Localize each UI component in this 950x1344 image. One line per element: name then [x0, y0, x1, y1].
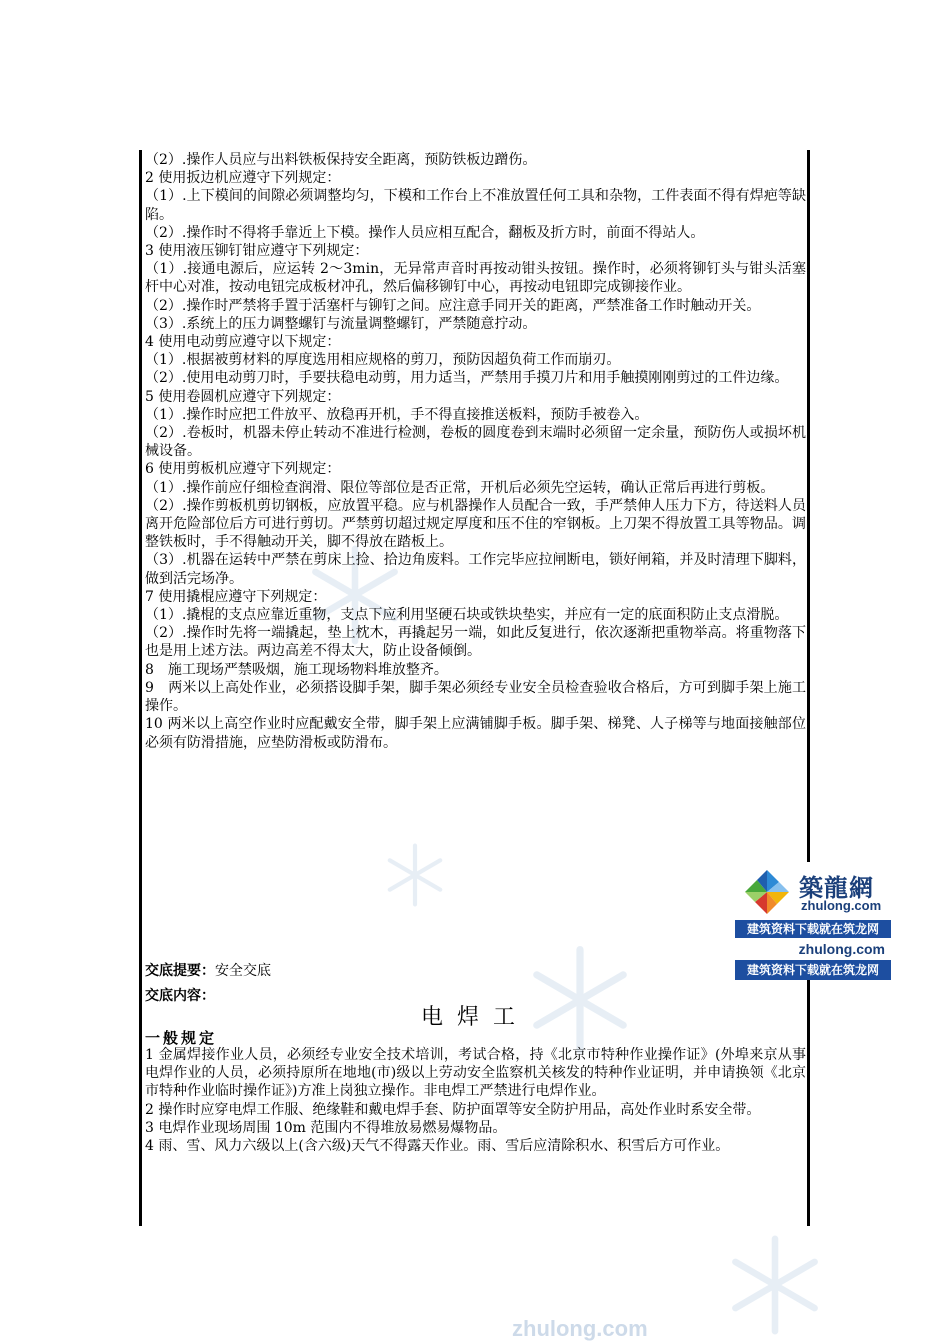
paragraph: （1）.接通电源后，应运转 2～3min，无异常声音时再按动钳头按钮。操作时，必须将铆钉头与钳头活塞杆中心对准，按动电钮完成板材冲孔，然后偏移铆钉中心，再按动电钮即完成铆接作业。 [145, 261, 806, 296]
logo-url: zhulong.com [801, 898, 882, 913]
paragraph: 10 两米以上高空作业时应配戴安全带，脚手架上应满铺脚手板。脚手架、梯凳、人子梯等与地面接触部位必须有防滑措施，应垫防滑板或防滑布。 [145, 716, 806, 751]
section-title: 电焊工 [420, 1005, 529, 1030]
paragraph: 5 使用卷圆机应遵守下列规定： [145, 388, 341, 405]
logo-slogan: 建筑资料下载就在筑龙网 [735, 920, 891, 938]
paragraph: 4 使用电动剪应遵守以下规定： [145, 334, 341, 351]
paragraph: 3 使用液压铆钉钳应遵守下列规定： [145, 243, 369, 260]
page-right-border [807, 150, 810, 1226]
page-left-border [139, 150, 142, 1226]
paragraph: （2）.操作时先将一端撬起，垫上枕木，再撬起另一端，如此反复进行，依次逐渐把重物举高。将重物落下也是用上述方法。两边高差不得太大，防止设备倾倒。 [145, 625, 806, 660]
paragraph: （1）.操作时应把工件放平、放稳再开机，手不得直接推送板料，预防手被卷入。 [145, 406, 649, 423]
contents-label: 交底内容： [145, 988, 215, 1004]
zhulong-logo [735, 862, 891, 980]
paragraph: 6 使用剪板机应遵守下列规定： [145, 461, 341, 478]
logo-name: 築龍網 [799, 873, 874, 902]
paragraph: 3 电焊作业现场周围 10m 范围内不得堆放易燃易爆物品。 [145, 1119, 507, 1136]
paragraph: （3）.系统上的压力调整螺钉与流量调整螺钉，严禁随意拧动。 [145, 315, 537, 332]
paragraph: （3）.机器在运转中严禁在剪床上捡、拾边角废料。工作完毕应拉闸断电，锁好闸箱，并及时清理下脚料，做到活完场净。 [145, 552, 806, 587]
paragraph: 8 施工现场严禁吸烟，施工现场物料堆放整齐。 [145, 661, 448, 678]
body-text [145, 151, 806, 752]
paragraph: （2）.操作剪板机剪切钢板，应放置平稳。应与机器操作人员配合一致，手严禁伸人压力下方，待送料人员离开危险部位后方可进行剪切。严禁剪切超过规定厚度和压不住的窄钢板。上刀架不得放置工具等物品。调整铁板时，手不得触动开关，脚不得放在踏板上。 [145, 497, 806, 551]
paragraph: （1）.上下模间的间隙必须调整均匀，下模和工作台上不准放置任何工具和杂物，工件表面不得有焊疤等缺陷。 [145, 188, 806, 223]
paragraph: 7 使用撬棍应遵守下列规定： [145, 588, 327, 605]
watermark-flake-icon [380, 840, 450, 910]
summary-label: 交底提要： [145, 963, 215, 979]
paragraph: 2 使用扳边机应遵守下列规定： [145, 170, 341, 187]
watermark-flake-icon [720, 1230, 830, 1340]
summary-value: 安全交底 [215, 963, 271, 979]
paragraph: （2）.使用电动剪刀时，手要扶稳电动剪，用力适当，严禁用手摸刀片和用手触摸刚刚剪过的工件边缘。 [145, 370, 789, 387]
watermark-text: zhulong.com [512, 1316, 648, 1341]
paragraph: 1 金属焊接作业人员，必须经专业安全技术培训，考试合格，持《北京市特种作业操作证》(外埠来京从事电焊作业的人员，必须持原所在地地(市)级以上劳动安全监察机关核发的特种作业证明，并申请换领《北京市特种作业临时操作证》)方准上岗独立操作。非电焊工严禁进行电焊作业。 [145, 1047, 806, 1100]
paragraph: （2）.操作人员应与出料铁板保持安全距离，预防铁板边蹭伤。 [145, 152, 537, 168]
paragraph: 4 雨、雪、风力六级以上(含六级)天气不得露天作业。雨、雪后应清除积水、积雪后方可作业。 [145, 1138, 730, 1155]
paragraph: （1）.根据被剪材料的厚度选用相应规格的剪刀，预防因超负荷工作而崩刃。 [145, 352, 621, 369]
paragraph: （2）.操作时不得将手靠近上下模。操作人员应相互配合，翻板及折方时，前面不得站人。 [145, 224, 705, 241]
section-subtitle: 一般规定 [145, 1029, 218, 1047]
summary-line [145, 960, 271, 980]
logo-slogan-2: 建筑资料下载就在筑龙网 [735, 960, 891, 980]
paragraph: （2）.卷板时，机器未停止转动不准进行检测，卷板的圆度卷到末端时必须留一定余量，预防伤人或损坏机械设备。 [145, 425, 806, 460]
paragraph: （1）.操作前应仔细检查润滑、限位等部位是否正常，开机后必须先空运转，确认正常后再进行剪板。 [145, 479, 775, 496]
paragraph: （2）.操作时严禁将手置于活塞杆与铆钉之间。应注意手同开关的距离，严禁准备工作时触动开关。 [145, 297, 761, 314]
body-text-2 [145, 1046, 806, 1155]
paragraph: 2 操作时应穿电焊工作服、绝缘鞋和戴电焊手套、防护面罩等安全防护用品，高处作业时系安全带。 [145, 1101, 761, 1118]
paragraph: 9 两米以上高处作业，必须搭设脚手架，脚手架必须经专业安全员检查验收合格后，方可到脚手架上施工操作。 [145, 679, 806, 715]
pinwheel-logo-icon [741, 868, 793, 916]
logo-url-2: zhulong.com [735, 938, 891, 960]
paragraph: （1）.撬棍的支点应靠近重物，支点下应利用坚硬石块或铁块垫实，并应有一定的底面积防止支点滑脱。 [145, 607, 789, 624]
